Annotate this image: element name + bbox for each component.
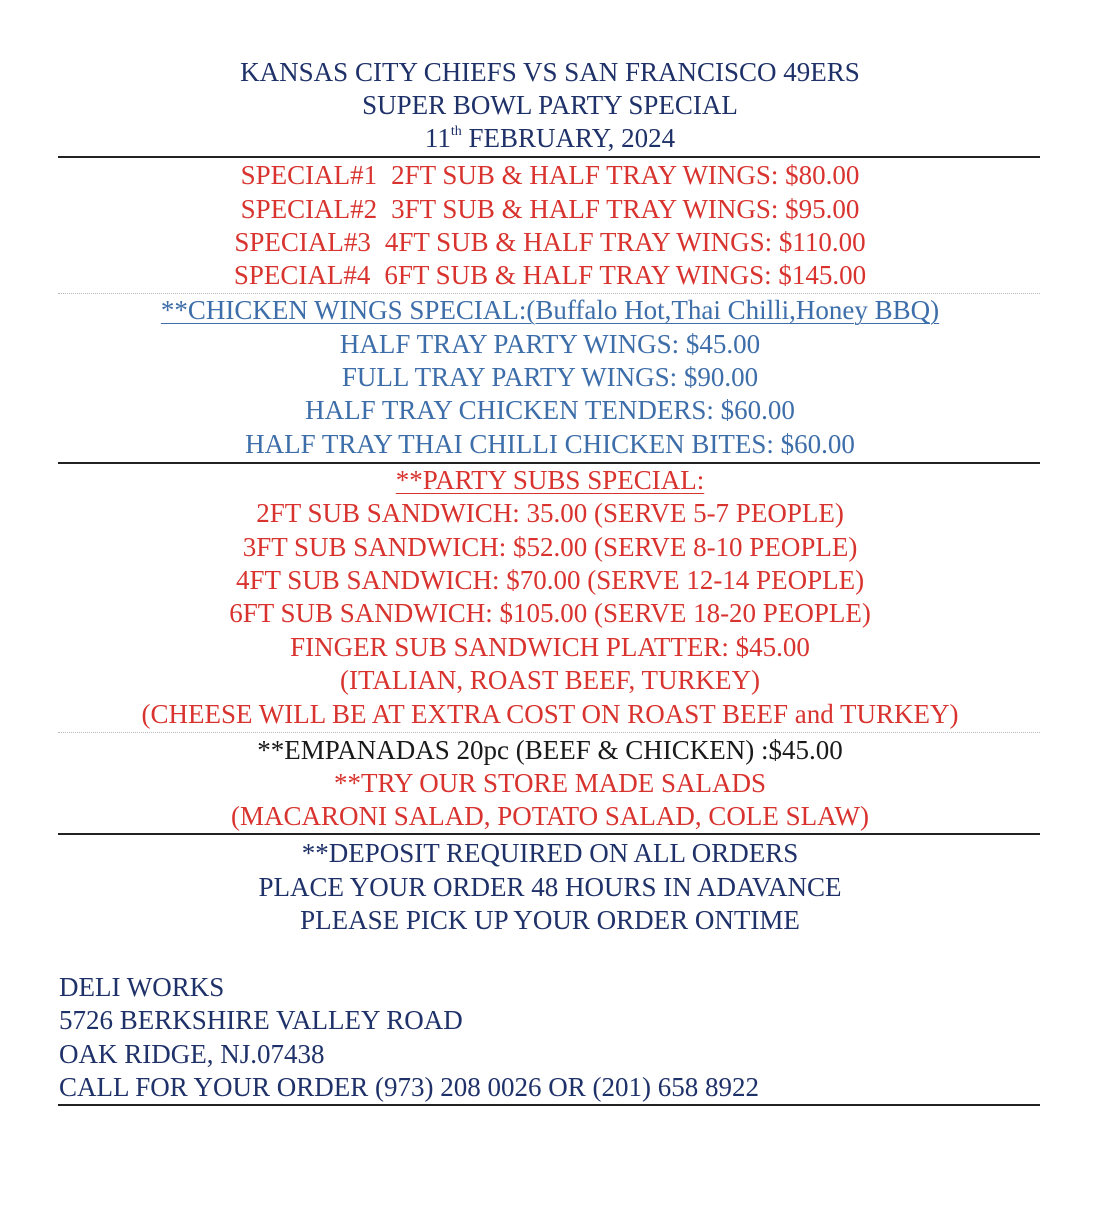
special-label: SPECIAL#1 [240,160,378,190]
special-label: SPECIAL#4 [233,260,371,290]
special-item [0,159,1100,192]
wings-item: HALF TRAY CHICKEN TENDERS: $60.00 [305,395,795,425]
subs-item: 6FT SUB SANDWICH: $105.00 (SERVE 18-20 PEOPLE) [229,598,871,628]
special-label: SPECIAL#3 [234,227,371,257]
order-note: **DEPOSIT REQUIRED ON ALL ORDERS [301,838,799,868]
order-note: PLEASE PICK UP YOUR ORDER ONTIME [300,905,800,935]
subs-heading [0,464,1100,497]
special-text: 4FT SUB & HALF TRAY WINGS: $110.00 [384,227,866,257]
special-text: 3FT SUB & HALF TRAY WINGS: $95.00 [391,194,860,224]
salads-list: (MACARONI SALAD, POTATO SALAD, COLE SLAW) [231,801,869,831]
special-item [0,259,1100,292]
divider [58,156,1040,158]
subs-item: (CHEESE WILL BE AT EXTRA COST ON ROAST BEEF and TURKEY) [141,699,959,729]
store-city: OAK RIDGE, NJ.07438 [59,1039,325,1069]
special-item [0,226,1100,259]
dotted-divider [58,732,1040,733]
subs-item: 4FT SUB SANDWICH: $70.00 (SERVE 12-14 PEOPLE) [235,565,865,595]
special-text: 2FT SUB & HALF TRAY WINGS: $80.00 [391,160,860,190]
subs-item: 2FT SUB SANDWICH: 35.00 (SERVE 5-7 PEOPLE) [256,498,844,528]
divider [58,833,1040,835]
event-date [0,122,1100,155]
subs-item: (ITALIAN, ROAST BEEF, TURKEY) [340,665,760,695]
special-item [0,193,1100,226]
wings-item: HALF TRAY PARTY WINGS: $45.00 [339,329,761,359]
salads-heading: **TRY OUR STORE MADE SALADS [333,768,767,798]
date-suffix: th [450,124,462,139]
store-street: 5726 BERKSHIRE VALLEY ROAD [59,1005,463,1035]
date-day: 11 [424,123,451,153]
date-rest: FEBRUARY, 2024 [468,123,676,153]
store-phone: CALL FOR YOUR ORDER (973) 208 0026 OR (201) 658 8922 [59,1072,759,1102]
special-label: SPECIAL#2 [240,194,378,224]
wings-heading [0,294,1100,327]
matchup-title: KANSAS CITY CHIEFS VS SAN FRANCISCO 49ERS [240,57,860,87]
wings-item: HALF TRAY THAI CHILLI CHICKEN BITES: $60.00 [245,429,855,459]
store-name: DELI WORKS [59,972,225,1002]
subs-item: FINGER SUB SANDWICH PLATTER: $45.00 [290,632,810,662]
empanadas-item: **EMPANADAS 20pc (BEEF & CHICKEN) :$45.00 [257,735,843,765]
subs-item: 3FT SUB SANDWICH: $52.00 (SERVE 8-10 PEOPLE) [242,532,858,562]
order-note: PLACE YOUR ORDER 48 HOURS IN ADAVANCE [258,872,842,902]
special-text: 6FT SUB & HALF TRAY WINGS: $145.00 [384,260,867,290]
event-title: SUPER BOWL PARTY SPECIAL [362,90,738,120]
subs-heading-text: **PARTY SUBS SPECIAL: [395,465,705,495]
wings-item: FULL TRAY PARTY WINGS: $90.00 [341,362,759,392]
divider [58,1104,1040,1106]
wings-heading-text: **CHICKEN WINGS SPECIAL:(Buffalo Hot,Thai Chilli,Honey BBQ) [160,295,940,325]
